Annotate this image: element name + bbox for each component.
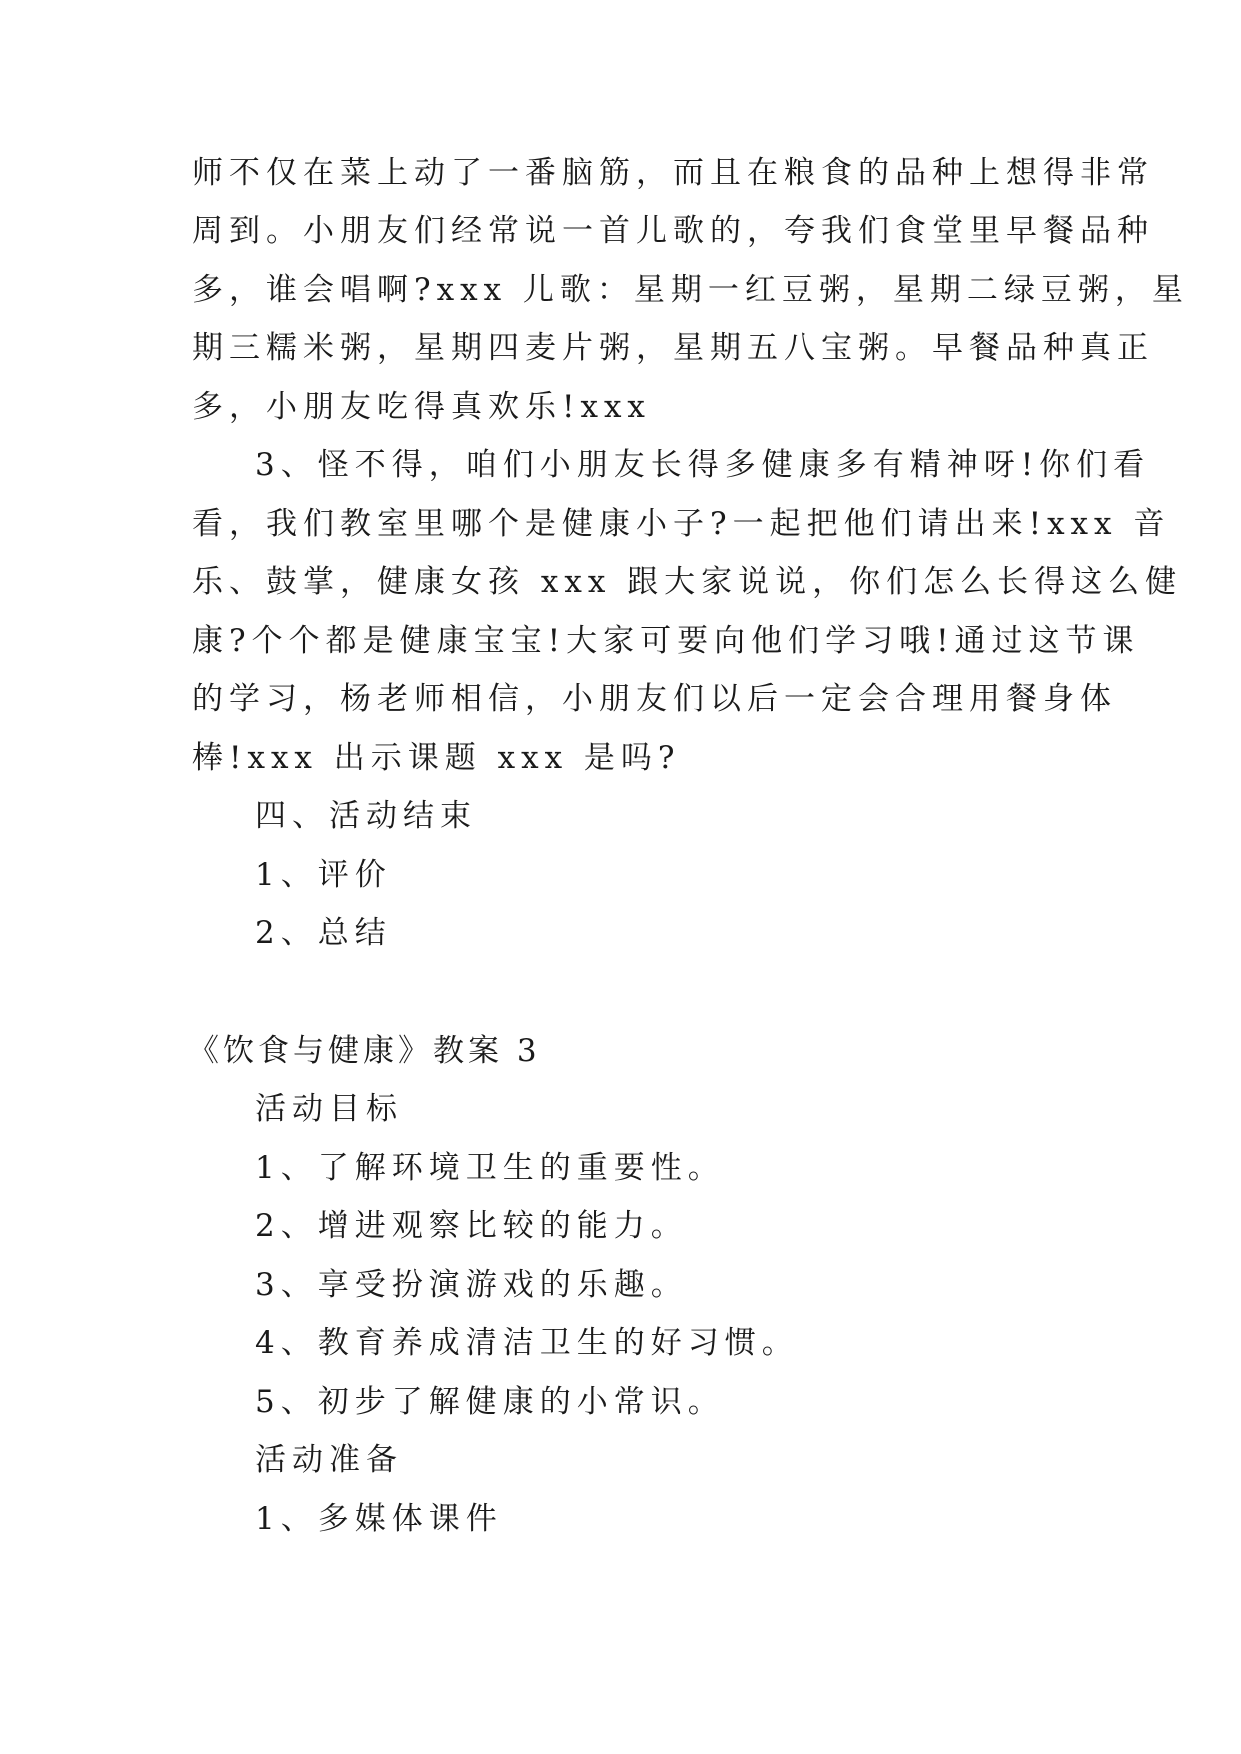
- list-item: 4、教育养成清洁卫生的好习惯。: [255, 1325, 799, 1361]
- paragraph-line: 棒!xxx 出示课题 xxx 是吗?: [192, 740, 681, 776]
- list-item: 1、了解环境卫生的重要性。: [255, 1150, 725, 1186]
- paragraph-line: 师不仅在菜上动了一番脑筋，而且在粮食的品种上想得非常: [192, 155, 1154, 191]
- list-item: 2、总结: [255, 915, 392, 951]
- paragraph-line: 周到。小朋友们经常说一首儿歌的，夸我们食堂里早餐品种: [192, 213, 1154, 249]
- list-item: 5、初步了解健康的小常识。: [255, 1384, 725, 1420]
- list-item: 1、多媒体课件: [255, 1501, 503, 1537]
- paragraph-line: 3、怪不得，咱们小朋友长得多健康多有精神呀!你们看: [255, 447, 1151, 483]
- list-item: 1、评价: [255, 857, 392, 893]
- lesson-title: 《饮食与健康》教案 3: [188, 1033, 541, 1069]
- paragraph-line: 康?个个都是健康宝宝!大家可要向他们学习哦!通过这节课: [192, 623, 1140, 659]
- goals-heading: 活动目标: [255, 1091, 403, 1127]
- paragraph-line: 看，我们教室里哪个是健康小子?一起把他们请出来!xxx 音: [192, 506, 1171, 542]
- section-heading: 四、活动结束: [255, 798, 477, 834]
- paragraph-line: 多，小朋友吃得真欢乐!xxx: [192, 389, 651, 425]
- paragraph-line: 多，谁会唱啊?xxx 儿歌：星期一红豆粥，星期二绿豆粥，星: [192, 272, 1189, 308]
- list-item: 3、享受扮演游戏的乐趣。: [255, 1267, 688, 1303]
- paragraph-line: 期三糯米粥，星期四麦片粥，星期五八宝粥。早餐品种真正: [192, 330, 1154, 366]
- prep-heading: 活动准备: [255, 1442, 403, 1478]
- list-item: 2、增进观察比较的能力。: [255, 1208, 688, 1244]
- paragraph-line: 的学习，杨老师相信，小朋友们以后一定会合理用餐身体: [192, 681, 1117, 717]
- paragraph-line: 乐、鼓掌，健康女孩 xxx 跟大家说说，你们怎么长得这么健: [192, 564, 1183, 600]
